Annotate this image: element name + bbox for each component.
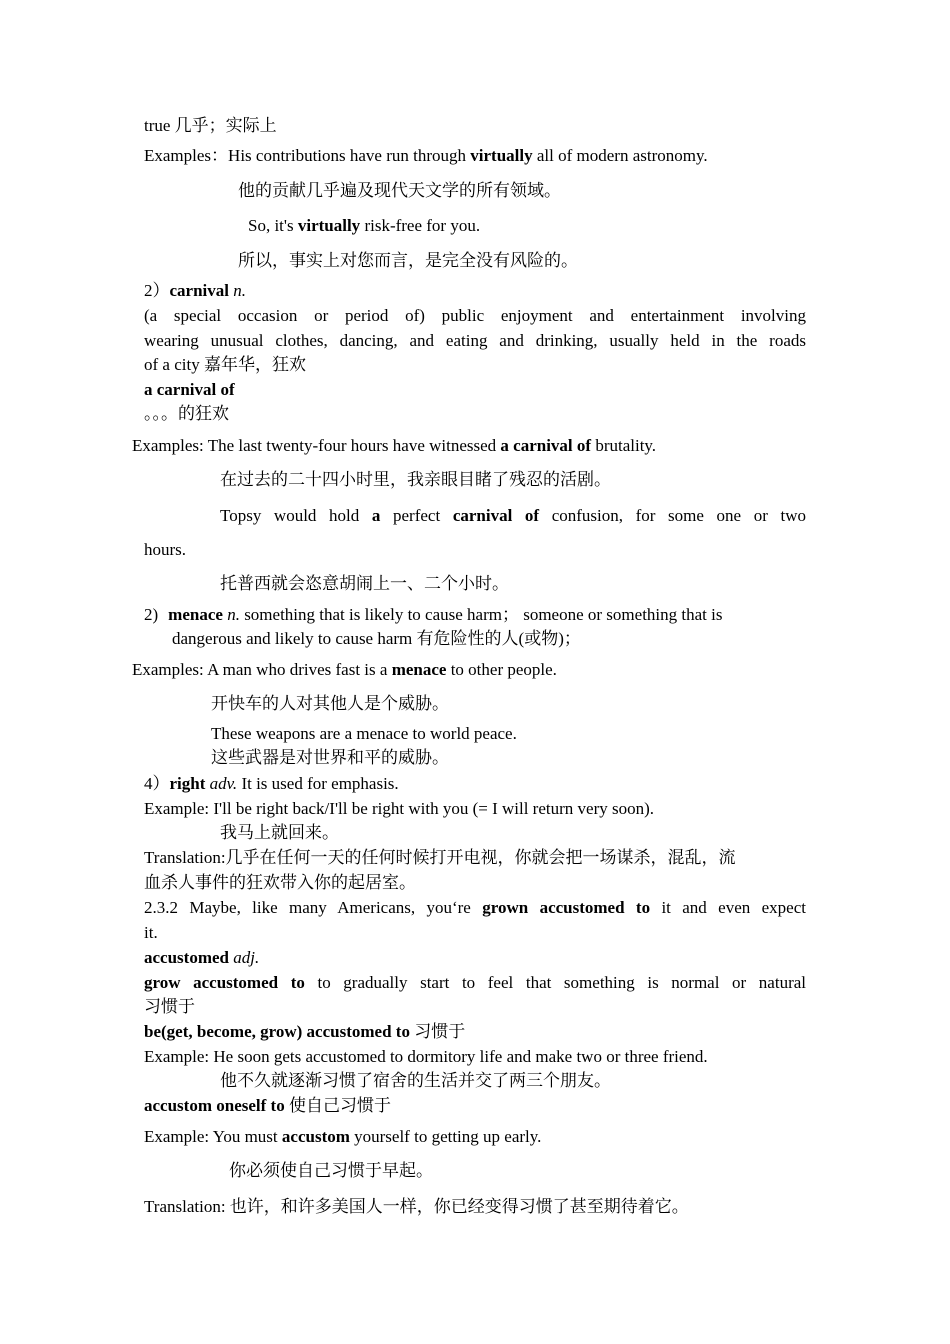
example-virtually-2: So, it's virtually risk-free for you. xyxy=(248,216,481,235)
example-virtually-1: Examples：His contributions have run through virtually all of modern astronomy. xyxy=(144,146,708,165)
example-carnival-2-line2: hours. xyxy=(144,540,187,559)
definition-carnival-line1: (a special occasion or period of) public enjoyment and entertainment involving xyxy=(144,306,806,325)
translation-2: Translation: 也许，和许多美国人一样，你已经变得习惯了甚至期待着它。 xyxy=(144,1197,689,1216)
phrase-carnival-of: a carnival of xyxy=(144,380,235,399)
phrase-carnival-of-zh: 。。。的狂欢 xyxy=(144,404,229,423)
example-carnival-1: Examples: The last twenty-four hours have witnessed a carnival of brutality. xyxy=(132,436,657,455)
example-accustomed-1: Example: He soon gets accustomed to dormitory life and make two or three friend. xyxy=(144,1047,708,1066)
definition-menace-line2: dangerous and likely to cause harm 有危险性的人(或物)； xyxy=(172,629,581,648)
example-virtually-2-zh: 所以，事实上对您而言，是完全没有风险的。 xyxy=(238,251,578,270)
heading-right: 4）right adv. It is used for emphasis. xyxy=(144,774,399,793)
definition-carnival-line3: of a city 嘉年华，狂欢 xyxy=(144,355,306,374)
phrase-be-accustomed-to: be(get, become, grow) accustomed to 习惯于 xyxy=(144,1022,466,1041)
example-accustom-2: Example: You must accustom yourself to getting up early. xyxy=(144,1127,542,1146)
phrase-grow-accustomed-to-zh: 习惯于 xyxy=(144,997,195,1016)
heading-carnival: 2）carnival n. xyxy=(144,281,246,300)
phrase-accustom-oneself-to: accustom oneself to 使自己习惯于 xyxy=(144,1096,391,1115)
example-virtually-1-zh: 他的贡献几乎遍及现代天文学的所有领域。 xyxy=(238,181,561,200)
example-menace-1: Examples: A man who drives fast is a menace to other people. xyxy=(132,660,557,679)
translation-1-line2: 血杀人事件的狂欢带入你的起居室。 xyxy=(144,873,416,892)
phrase-grow-accustomed-to: grow accustomed to to gradually start to feel that something is normal or natural xyxy=(144,973,807,992)
translation-1-line1: Translation:几乎在任何一天的任何时候打开电视，你就会把一场谋杀，混乱，流 xyxy=(144,848,736,867)
example-menace-2-zh: 这些武器是对世界和平的威胁。 xyxy=(211,748,449,767)
example-menace-2: These weapons are a menace to world peace. xyxy=(211,724,517,743)
example-accustomed-1-zh: 他不久就逐渐习惯了宿舍的生活并交了两三个朋友。 xyxy=(220,1071,611,1090)
definition-carnival-line2: wearing unusual clothes, dancing, and eating and drinking, usually held in the roads xyxy=(144,331,806,350)
example-right: Example: I'll be right back/I'll be right with you (= I will return very soon). xyxy=(144,799,655,818)
definition-virtually: true 几乎；实际上 xyxy=(144,116,277,135)
sentence-2-3-2: 2.3.2 Maybe, like many Americans, you‘re grown accustomed to it and even expect xyxy=(144,898,806,917)
example-carnival-2-zh: 托普西就会恣意胡闹上一、二个小时。 xyxy=(220,574,509,593)
example-accustom-2-zh: 你必须使自己习惯于早起。 xyxy=(229,1161,433,1180)
heading-accustomed: accustomed adj. xyxy=(144,948,260,967)
example-carnival-1-zh: 在过去的二十四小时里，我亲眼目睹了残忍的活剧。 xyxy=(220,470,611,489)
example-menace-1-zh: 开快车的人对其他人是个威胁。 xyxy=(211,694,449,713)
example-right-zh: 我马上就回来。 xyxy=(220,823,339,842)
heading-menace: 2) menace n. something that is likely to cause harm； someone or something that is xyxy=(144,605,723,624)
example-carnival-2-line1: Topsy would hold a perfect carnival of confusion, for some one or two xyxy=(220,506,806,525)
sentence-2-3-2-line2: it. xyxy=(144,923,158,942)
